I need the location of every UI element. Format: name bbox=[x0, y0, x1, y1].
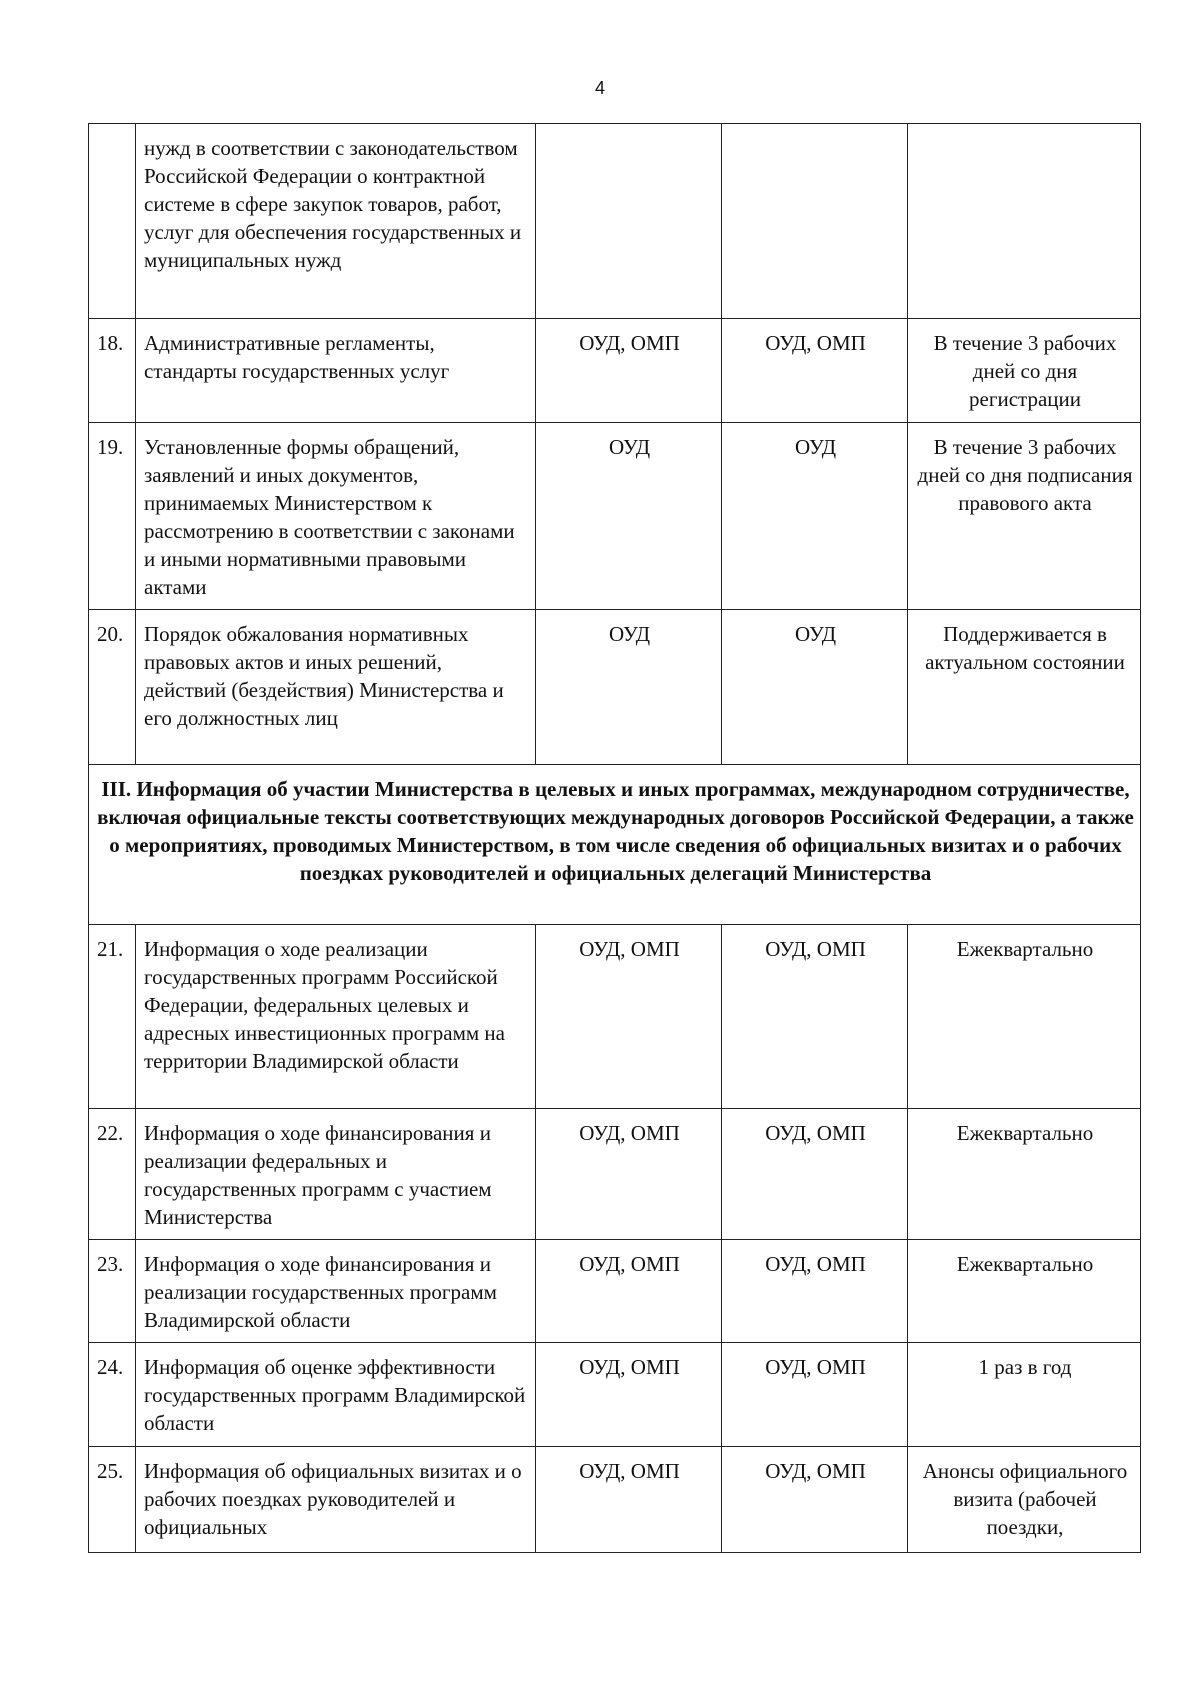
row-number: 25. bbox=[89, 1447, 136, 1553]
info-table bbox=[88, 123, 1141, 1553]
row-term: Ежеквартально bbox=[908, 1109, 1141, 1240]
row-name: Информация об оценке эффективности государственных программ Владимирской области bbox=[136, 1343, 536, 1447]
row-col4: ОУД, ОМП bbox=[722, 925, 908, 1109]
table-row bbox=[89, 1109, 1141, 1240]
row-number: 18. bbox=[89, 319, 136, 423]
row-col4 bbox=[722, 124, 908, 319]
row-number: 19. bbox=[89, 423, 136, 610]
row-term: Ежеквартально bbox=[908, 1240, 1141, 1343]
row-name: нужд в соответствии с законодательством Российской Федерации о контрактной системе в сфере закупок товаров, работ, услуг для обеспечения государственных и муниципальных нужд bbox=[136, 124, 536, 319]
row-term: В течение 3 рабочих дней со дня подписания правового акта bbox=[908, 423, 1141, 610]
row-term bbox=[908, 124, 1141, 319]
table-row bbox=[89, 423, 1141, 610]
section-header-row bbox=[89, 765, 1141, 925]
row-name: Информация об официальных визитах и о рабочих поездках руководителей и официальных bbox=[136, 1447, 536, 1553]
row-col4: ОУД, ОМП bbox=[722, 1447, 908, 1553]
row-col3: ОУД, ОМП bbox=[536, 1447, 722, 1553]
page-number: 4 bbox=[594, 78, 605, 98]
row-col3: ОУД bbox=[536, 610, 722, 765]
row-col3: ОУД bbox=[536, 423, 722, 610]
table-row bbox=[89, 1343, 1141, 1447]
row-col4: ОУД, ОМП bbox=[722, 1240, 908, 1343]
row-col4: ОУД bbox=[722, 610, 908, 765]
row-term: В течение 3 рабочих дней со дня регистрации bbox=[908, 319, 1141, 423]
row-number: 21. bbox=[89, 925, 136, 1109]
row-term: 1 раз в год bbox=[908, 1343, 1141, 1447]
table-row bbox=[89, 1447, 1141, 1553]
table-row bbox=[89, 610, 1141, 765]
row-name: Информация о ходе финансирования и реализации федеральных и государственных программ с участием Министерства bbox=[136, 1109, 536, 1240]
table-row bbox=[89, 925, 1141, 1109]
row-term: Поддерживается в актуальном состоянии bbox=[908, 610, 1141, 765]
row-col3: ОУД, ОМП bbox=[536, 319, 722, 423]
table-row bbox=[89, 1240, 1141, 1343]
row-name: Установленные формы обращений, заявлений и иных документов, принимаемых Министерством к рассмотрению в соответствии с законами и иными нормативными правовыми актами bbox=[136, 423, 536, 610]
row-col3: ОУД, ОМП bbox=[536, 1240, 722, 1343]
section-title: III. Информация об участии Министерства в целевых и иных программах, международном сотрудничестве, включая официальные тексты соответствующих международных договоров Российской Федерации, а также о мероприятиях, проводимых Министерством, в том числе сведения об официальных визитах и о рабочих поездках руководителей и официальных делегаций Министерства bbox=[89, 765, 1141, 925]
row-col4: ОУД, ОМП bbox=[722, 1109, 908, 1240]
row-name: Информация о ходе финансирования и реализации государственных программ Владимирской области bbox=[136, 1240, 536, 1343]
table-row bbox=[89, 124, 1141, 319]
row-number bbox=[89, 124, 136, 319]
row-number: 22. bbox=[89, 1109, 136, 1240]
row-number: 23. bbox=[89, 1240, 136, 1343]
table-row bbox=[89, 319, 1141, 423]
row-name: Порядок обжалования нормативных правовых актов и иных решений, действий (бездействия) Министерства и его должностных лиц bbox=[136, 610, 536, 765]
row-number: 20. bbox=[89, 610, 136, 765]
row-number: 24. bbox=[89, 1343, 136, 1447]
row-term: Анонсы официального визита (рабочей поездки, bbox=[908, 1447, 1141, 1553]
row-col4: ОУД bbox=[722, 423, 908, 610]
row-term: Ежеквартально bbox=[908, 925, 1141, 1109]
row-name: Информация о ходе реализации государственных программ Российской Федерации, федеральных целевых и адресных инвестиционных программ на территории Владимирской области bbox=[136, 925, 536, 1109]
row-col4: ОУД, ОМП bbox=[722, 1343, 908, 1447]
row-col3: ОУД, ОМП bbox=[536, 1109, 722, 1240]
row-col3: ОУД, ОМП bbox=[536, 925, 722, 1109]
row-col3 bbox=[536, 124, 722, 319]
row-col3: ОУД, ОМП bbox=[536, 1343, 722, 1447]
row-col4: ОУД, ОМП bbox=[722, 319, 908, 423]
row-name: Административные регламенты, стандарты государственных услуг bbox=[136, 319, 536, 423]
